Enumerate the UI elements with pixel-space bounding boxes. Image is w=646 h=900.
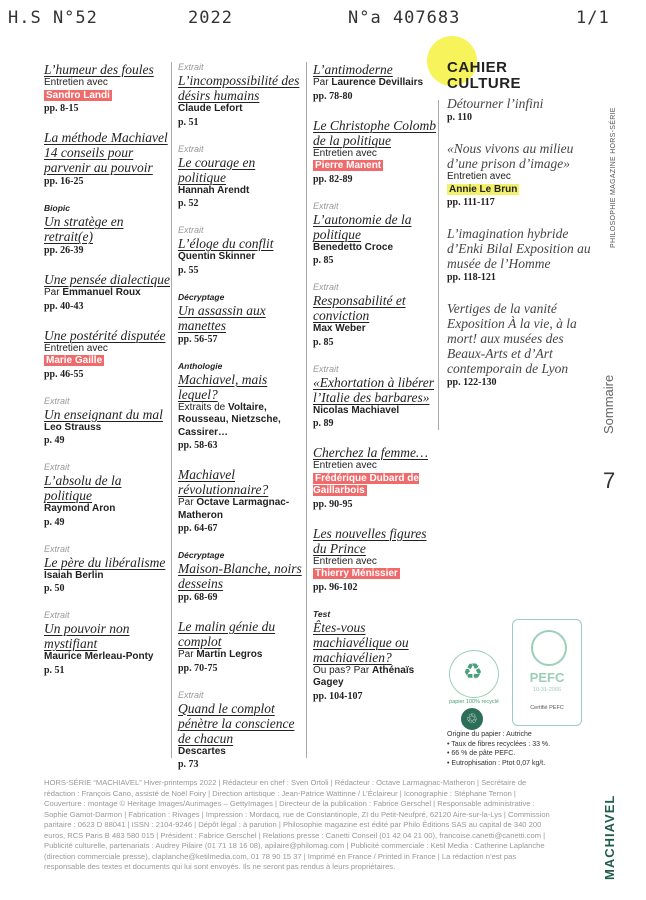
entry-byline — [44, 422, 170, 435]
toc-entry — [178, 62, 302, 128]
entry-pages: p. 49 — [44, 435, 65, 446]
entry-byline — [178, 649, 302, 662]
entry-author: Sandro Landi — [46, 89, 110, 101]
entry-pages: pp. 46-55 — [44, 368, 84, 380]
column-divider — [171, 62, 172, 758]
entry-pages: pp. 82-89 — [313, 173, 353, 185]
entry-byline — [178, 103, 302, 116]
extrait-label: Extrait — [313, 200, 339, 211]
entry-author: Descartes — [178, 745, 226, 757]
entry-byline — [313, 460, 437, 498]
byline-prefix: Entretien avec — [447, 171, 511, 182]
column-divider — [306, 62, 307, 758]
entry-pages: pp. 58-63 — [178, 440, 218, 451]
toc-entry — [44, 203, 170, 256]
entry-title: Quand le complot pénètre la conscience de chacun — [178, 700, 295, 746]
toc-entry — [178, 467, 302, 534]
entry-pages: p. 51 — [44, 664, 65, 676]
pefc-logo — [512, 619, 582, 726]
entry-title: Un pouvoir non mystifiant — [44, 621, 130, 651]
entry-pages: p. 85 — [313, 336, 334, 348]
pefc-tree-icon — [531, 630, 567, 666]
entry-author: Marie Gaille — [46, 355, 103, 366]
entry-author: Frédérique Dubard de Gaillarbois — [313, 472, 419, 496]
recycle-logo — [449, 650, 499, 698]
toc-entry — [178, 361, 302, 452]
pefc-certified: Certifié PEFC — [530, 705, 564, 711]
toc-entry — [44, 130, 170, 187]
entry-title: Machiavel, mais lequel? — [178, 371, 268, 402]
entry-pages: pp. 56-57 — [178, 333, 218, 345]
origin-line: • Eutrophisation : Ptot 0,07 kg/t. — [447, 759, 546, 767]
toc-entry — [44, 272, 170, 312]
toc-entry — [313, 609, 437, 702]
origin-line: • 66 % de pâte PEFC. — [447, 750, 516, 757]
toc-entry — [313, 201, 437, 267]
entry-author: Emmanuel Roux — [62, 287, 141, 298]
entry-title: L’incompossibilité des désirs humains — [178, 73, 300, 103]
entry-author: Hannah Arendt — [178, 184, 250, 196]
entry-title: L’humeur des foules — [44, 62, 154, 77]
toc-column-3 — [313, 62, 437, 718]
entry-pages: pp. 40-43 — [44, 300, 84, 312]
entry-byline — [178, 402, 302, 440]
credits-footer: HORS-SÉRIE “MACHIAVEL” Hiver-printemps 2022 | Rédacteur en chef : Sven Ortoli | Rédacteur : Octave Larmagnac-Matheron | Secrétaire de rédaction : François Cano, assisté de Noël Foiry | Direction artistique : Jean-Patrice Wattinne / L’Éclaireur | Iconographie : Stéphane Ternon | Couverture : montage © Heritage Images/Aurimages – GettyImages | Directeur de la publication : Fabrice Gerschel | Responsable administrative : Sophie Gamot-Darmon | Fabrication : Rivages | Impression : Mordacq, rue de Constantinople, ZI du Petit-Neufpré, 62120 Aire-sur-la-Lys | Commission paritaire : 0623 D 88041 | ISSN : 2104-9246 | Dépôt légal : à parution | Philosophie magazine est édité par Philo Éditions SAS au capital de 340 200 euros, RCS Paris B 483 580 015 | Président : Fabrice Gerschel | Relations presse : Canetti Conseil (01 42 04 21 00), francoise.canetti@canetti.com | Publicité culturelle, partenariats : Audrey Pilaire (01 71 18 16 08), apilaire@philomag.com | Publicité commerciale : Ketil Media : Catherine Laplanche (direction commerciale presse), claplanche@ketilmedia.com, 01 78 90 15 37 | Imprimé en France / Printed in France | La rédaction n’est pas responsable des textes et documents qui lui sont envoyés. Ils ne seront pas rendus à leurs propriétaires. — [44, 778, 550, 871]
entry-title: Les nouvelles figures du Prince — [313, 525, 427, 556]
pefc-code: 10-31-2066 — [532, 687, 562, 693]
entry-kicker: Décryptage — [178, 291, 225, 302]
handwritten-page: 1/1 — [576, 8, 610, 28]
culture-author: Annie Le Brun — [449, 183, 518, 195]
entry-author: Maurice Merleau-Ponty — [44, 651, 154, 662]
entry-author: Claude Lefort — [178, 103, 243, 114]
culture-title: «Nous vivons au milieu d’une prison d’image» — [447, 141, 574, 171]
entry-pages: p. 55 — [178, 264, 199, 276]
entry-kicker: Décryptage — [178, 550, 225, 560]
entry-byline — [44, 343, 170, 368]
culture-entry — [447, 96, 597, 123]
entry-title: Le courage en politique — [178, 154, 256, 185]
extrait-label: Extrait — [44, 610, 70, 620]
byline-prefix: Entretien avec — [313, 460, 377, 471]
entry-byline — [313, 323, 437, 336]
entry-title: Une postérité disputée — [44, 327, 166, 343]
entry-byline — [44, 287, 170, 300]
entry-byline — [44, 651, 170, 664]
entry-byline — [313, 242, 437, 255]
entry-author: Athénaïs Gagey — [313, 664, 415, 688]
entry-pages: p. 85 — [313, 255, 334, 266]
culture-pages: pp. 122-130 — [447, 377, 497, 388]
entry-pages: pp. 96-102 — [313, 581, 358, 593]
culture-byline — [447, 171, 597, 196]
entry-pages: p. 50 — [44, 583, 65, 594]
entry-title: Maison-Blanche, noirs desseins — [178, 561, 302, 591]
extrait-label: Extrait — [178, 225, 204, 235]
entry-byline — [313, 556, 437, 581]
toc-entry — [44, 62, 170, 114]
toc-entry — [313, 62, 437, 102]
byline-prefix: Par — [313, 77, 329, 88]
byline-prefix: Extraits de — [178, 401, 226, 413]
extrait-label: Extrait — [313, 363, 339, 374]
toc-entry — [178, 550, 302, 603]
extrait-label: Extrait — [313, 282, 339, 292]
entry-author: Laurence Devillairs — [331, 77, 424, 88]
toc-entry — [44, 396, 170, 447]
entry-byline — [313, 148, 437, 173]
entry-byline — [44, 77, 170, 102]
entry-title: L’antimoderne — [313, 62, 393, 77]
entry-author: Raymond Aron — [44, 503, 116, 514]
entry-author: Thierry Ménissier — [315, 568, 398, 579]
entry-pages: pp. 68-69 — [178, 592, 218, 603]
toc-entry — [44, 328, 170, 380]
cahier-culture-heading: CAHIER CULTURE — [447, 59, 522, 92]
entry-pages: pp. 104-107 — [313, 690, 363, 702]
entry-byline — [313, 77, 437, 90]
toc-entry — [313, 364, 437, 430]
byline-prefix: Par — [178, 497, 194, 508]
entry-byline — [178, 251, 302, 264]
entry-title: L’éloge du conflit — [178, 236, 274, 251]
culture-title: Vertiges de la vanité Exposition À la vie, à la mort! aux musées des Beaux-Arts et d’Art contemporain de Lyon — [447, 301, 577, 376]
entry-pages: p. 73 — [178, 759, 199, 770]
entry-byline — [44, 503, 170, 516]
entry-author: Octave Larmagnac-Matheron — [178, 497, 290, 521]
byline-prefix: Entretien avec — [313, 147, 377, 159]
culture-pages: pp. 111-117 — [447, 197, 495, 208]
pefc-wordmark: PEFC — [529, 670, 565, 685]
culture-pages: p. 110 — [447, 112, 473, 123]
byline-prefix: Ou pas? Par — [313, 664, 370, 676]
culture-entry — [447, 141, 597, 208]
culture-title: L’imagination hybride d’Enki Bilal Exposition au musée de l’Homme — [447, 226, 591, 271]
entry-title: Un stratège en retrait(e) — [44, 214, 124, 244]
entry-title: Le malin génie du complot — [178, 619, 276, 649]
handwritten-year: 2022 — [188, 8, 233, 28]
byline-prefix: Entretien avec — [313, 555, 377, 567]
entry-author: Martin Legros — [196, 649, 263, 660]
entry-author: Max Weber — [313, 323, 366, 334]
entry-pages: pp. 78-80 — [313, 90, 353, 102]
entry-author: Pierre Manent — [315, 160, 382, 171]
sommaire-label: Sommaire — [601, 374, 616, 434]
extrait-label: Extrait — [178, 62, 204, 72]
entry-byline — [178, 185, 302, 198]
entry-author: Voltaire, Rousseau, Nietzsche, Cassirer… — [178, 401, 281, 438]
handwritten-issue: H.S N°52 — [8, 8, 98, 28]
toc-column-1 — [44, 62, 170, 692]
entry-kicker: Anthologie — [178, 360, 223, 371]
extrait-label: Extrait — [44, 395, 70, 406]
entry-pages: p. 89 — [313, 418, 334, 429]
entry-title: Un assassin aux manettes — [178, 302, 266, 333]
byline-prefix: Entretien avec — [44, 77, 108, 88]
entry-title: Cherchez la femme… — [313, 445, 428, 460]
toc-entry — [178, 225, 302, 276]
toc-entry — [44, 544, 170, 595]
extrait-label: Extrait — [44, 462, 70, 472]
entry-author: Benedetto Croce — [313, 241, 394, 253]
culture-title: Détourner l’infini — [447, 96, 544, 111]
toc-entry — [178, 619, 302, 674]
entry-byline — [178, 746, 302, 759]
entry-author: Quentin Skinner — [178, 251, 256, 262]
toc-entry — [178, 292, 302, 345]
extrait-label: Extrait — [44, 543, 70, 554]
entry-pages: p. 51 — [178, 116, 199, 128]
culture-pages: pp. 118-121 — [447, 272, 496, 283]
entry-pages: pp. 90-95 — [313, 498, 353, 510]
recycle-icon: ♻ — [463, 659, 483, 684]
culture-entry — [447, 301, 597, 388]
recycle-logo-text: papier 100% recyclé — [449, 699, 499, 705]
toc-column-2 — [178, 62, 302, 786]
entry-title: Le père du libéralisme — [44, 554, 166, 570]
origin-line: Origine du papier : Autriche — [447, 731, 532, 738]
column-divider — [438, 100, 439, 430]
toc-entry — [313, 445, 437, 510]
magazine-side-label: PHILOSOPHIE MAGAZINE HORS-SÉRIE — [610, 107, 617, 248]
entry-pages: p. 52 — [178, 198, 199, 209]
entry-pages: pp. 8-15 — [44, 103, 79, 114]
entry-byline — [313, 665, 437, 690]
entry-pages: p. 49 — [44, 516, 65, 528]
entry-title: Responsabilité et conviction — [313, 293, 406, 323]
toc-entry — [44, 610, 170, 676]
extrait-label: Extrait — [178, 143, 204, 154]
tidyman-icon: ♲ — [461, 708, 483, 730]
handwritten-number: N°a 407683 — [348, 8, 461, 28]
entry-title: L’absolu de la politique — [44, 473, 122, 503]
origin-line: • Taux de fibres recyclées : 33 %. — [447, 740, 551, 748]
entry-author: Nicolas Machiavel — [313, 404, 400, 416]
entry-author: Isaiah Berlin — [44, 569, 104, 581]
entry-title: Un enseignant du mal — [44, 406, 163, 422]
entry-title: La méthode Machiavel 14 conseils pour parvenir au pouvoir — [44, 130, 168, 175]
entry-byline — [44, 570, 170, 583]
extrait-label: Extrait — [178, 689, 204, 700]
brand-label: MACHIAVEL — [602, 794, 617, 880]
toc-entry — [313, 118, 437, 185]
entry-pages: pp. 16-25 — [44, 176, 84, 187]
cahier-culture-column — [447, 60, 597, 406]
entry-title: Machiavel révolutionnaire? — [178, 467, 269, 497]
entry-byline — [178, 497, 302, 522]
toc-entry — [313, 282, 437, 348]
entry-author: Leo Strauss — [44, 421, 102, 433]
entry-title: «Exhortation à libérer l’Italie des barbares» — [313, 374, 434, 405]
entry-pages: pp. 64-67 — [178, 523, 218, 534]
entry-title: Une pensée dialectique — [44, 272, 170, 287]
toc-entry — [178, 144, 302, 210]
entry-pages: pp. 26-39 — [44, 245, 84, 256]
toc-entry — [44, 462, 170, 528]
entry-pages: pp. 70-75 — [178, 662, 218, 674]
entry-kicker: Test — [313, 608, 331, 619]
toc-entry — [178, 690, 302, 771]
entry-byline — [313, 405, 437, 418]
page-number: 7 — [603, 468, 616, 493]
entry-title: L’autonomie de la politique — [313, 211, 412, 242]
entry-kicker: Biopic — [44, 203, 70, 213]
byline-prefix: Par — [44, 287, 60, 298]
toc-entry — [313, 526, 437, 593]
paper-origin-info — [447, 730, 550, 768]
entry-title: Êtes-vous machiavélique ou machiavélien? — [313, 619, 409, 665]
byline-prefix: Entretien avec — [44, 342, 108, 354]
culture-entry — [447, 226, 597, 283]
byline-prefix: Par — [178, 649, 194, 660]
entry-title: Le Christophe Colomb de la politique — [313, 117, 437, 148]
